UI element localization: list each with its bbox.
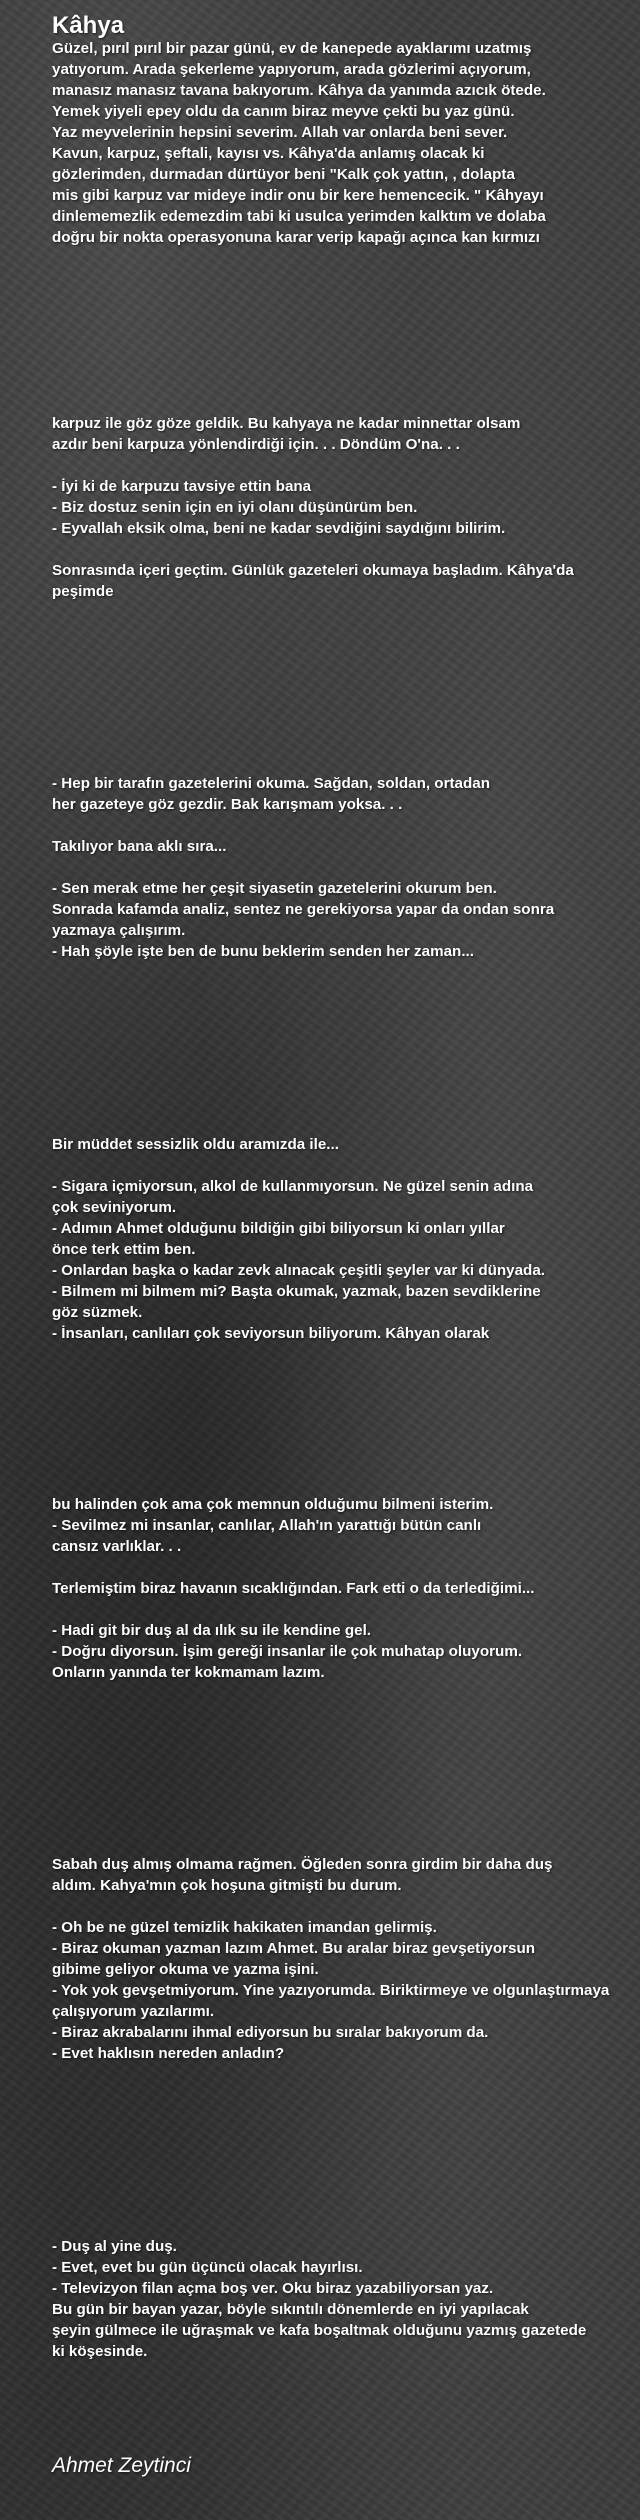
text-line: gibime geliyor okuma ve yazma işini. [52,1961,319,1978]
stanza-4 [52,1134,640,1344]
stanza-5 [52,1494,640,1683]
text-line: azdır beni karpuza yönlendirdiği için. . . Döndüm O'na. . . [52,436,460,453]
text-line: - İyi ki de karpuzu tavsiye ettin bana [52,478,312,495]
text-line [52,1155,640,1176]
text-line: - Sevilmez mi insanlar, canlılar, Allah'ın yarattığı bütün canlı [52,1517,482,1534]
text-line: bu halinden çok ama çok memnun olduğumu bilmeni isterim. [52,1496,494,1513]
text-line: gözlerimden, durmadan dürtüyor beni "Kalk çok yattın, , dolapta [52,166,515,183]
text-line [52,1557,640,1578]
text-line: - Televizyon filan açma boş ver. Oku biraz yazabiliyorsan yaz. [52,2280,494,2297]
author-name: Ahmet Zeytinci [52,2454,191,2477]
text-line: göz süzmek. [52,1304,143,1321]
text-line: Yemek yiyeli epey oldu da canım biraz meyve çekti bu yaz günü. [52,103,515,120]
text-line: dinlememezlik edemezdim tabi ki usulca yerimden kalktım ve dolaba [52,208,546,225]
text-line: Bu gün bir bayan yazar, böyle sıkıntılı dönemlerde en iyi yapılacak [52,2301,529,2318]
text-line: cansız varlıklar. . . [52,1538,182,1555]
text-line: şeyin gülmece ile uğraşmak ve kafa boşaltmak olduğunu yazmış gazetede [52,2322,587,2339]
text-line: Yaz meyvelerinin hepsini severim. Allah var onlarda beni sever. [52,124,508,141]
text-line: doğru bir nokta operasyonuna karar verip kapağı açınca kan kırmızı [52,229,540,246]
stanza-1 [52,38,640,248]
text-line: mis gibi karpuz var mideye indir onu bir kere hemencecik. " Kâhyayı [52,187,544,204]
text-line: - Hadi git bir duş al da ılık su ile kendine gel. [52,1622,372,1639]
text-line: - Yok yok gevşetmiyorum. Yine yazıyorumda. Biriktirmeye ve olgunlaştırmaya [52,1982,610,1999]
text-line: Takılıyor bana aklı sıra... [52,838,227,855]
text-line: - Doğru diyorsun. İşim gereği insanlar ile çok muhatap oluyorum. [52,1643,523,1660]
text-line: - Hep bir tarafın gazetelerini okuma. Sağdan, soldan, ortadan [52,775,490,792]
stanza-6 [52,1854,640,2064]
text-line [52,455,640,476]
text-line: - Eyvallah eksik olma, beni ne kadar sevdiğini saydığını bilirim. [52,520,506,537]
stanza-3 [52,773,640,962]
text-line: Sabah duş almış olmama rağmen. Öğleden sonra girdim bir daha duş [52,1856,553,1873]
text-line: yazmaya çalışırım. [52,922,186,939]
text-line: Onların yanında ter kokmamam lazım. [52,1664,325,1681]
text-line: Güzel, pırıl pırıl bir pazar günü, ev de kanepede ayaklarımı uzatmış [52,40,532,57]
text-line: - Biraz akrabalarını ihmal ediyorsun bu sıralar bakıyorum da. [52,2024,489,2041]
text-line: ki köşesinde. [52,2343,148,2360]
text-line: - Adımın Ahmet olduğunu bildiğin gibi biliyorsun ki onları yıllar [52,1220,505,1237]
text-line: - Oh be ne güzel temizlik hakikaten imandan gelirmiş. [52,1919,437,1936]
text-line: çok seviniyorum. [52,1199,177,1216]
text-line: her gazeteye göz gezdir. Bak karışmam yoksa. . . [52,796,403,813]
text-line: yatıyorum. Arada şekerleme yapıyorum, arada gözlerimi açıyorum, [52,61,531,78]
text-line: - Onlardan başka o kadar zevk alınacak çeşitli şeyler var ki dünyada. [52,1262,546,1279]
text-line: - Evet haklısın nereden anladın? [52,2045,285,2062]
text-line [52,857,640,878]
text-line [52,815,640,836]
text-line: aldım. Kahya'mın çok hoşuna gitmişti bu durum. [52,1877,402,1894]
text-line [52,539,640,560]
text-line: peşimde [52,583,114,600]
text-line: karpuz ile göz göze geldik. Bu kahyaya ne kadar minnettar olsam [52,415,521,432]
text-line: önce terk ettim ben. [52,1241,196,1258]
stanza-2 [52,413,640,602]
text-line: - Biraz okuman yazman lazım Ahmet. Bu aralar biraz gevşetiyorsun [52,1940,536,1957]
text-line: - Hah şöyle işte ben de bunu beklerim senden her zaman... [52,943,474,960]
text-line: çalışıyorum yazılarımı. [52,2003,215,2020]
text-line: Sonrasında içeri geçtim. Günlük gazeteleri okumaya başladım. Kâhya'da [52,562,574,579]
text-line: Sonrada kafamda analiz, sentez ne gerekiyorsa yapar da ondan sonra [52,901,555,918]
text-line: Bir müddet sessizlik oldu aramızda ile... [52,1136,339,1153]
text-line: - İnsanları, canlıları çok seviyorsun biliyorum. Kâhyan olarak [52,1325,490,1342]
text-line: - Sigara içmiyorsun, alkol de kullanmıyorsun. Ne güzel senin adına [52,1178,534,1195]
text-line: manasız manasız tavana bakıyorum. Kâhya da yanımda azıcık ötede. [52,82,546,99]
stanza-7 [52,2236,640,2362]
text-line: - Sen merak etme her çeşit siyasetin gazetelerini okurum ben. [52,880,497,897]
text-line [52,1599,640,1620]
text-line: - Evet, evet bu gün üçüncü olacak hayırlısı. [52,2259,363,2276]
text-line: Kavun, karpuz, şeftali, kayısı vs. Kâhya'da anlamış olacak ki [52,145,485,162]
text-line: - Bilmem mi bilmem mi? Başta okumak, yazmak, bazen sevdiklerine [52,1283,541,1300]
text-line: - Biz dostuz senin için en iyi olanı düşünürüm ben. [52,499,418,516]
text-line: Terlemiştim biraz havanın sıcaklığından. Fark etti o da terlediğimi... [52,1580,535,1597]
poem-title: Kâhya [52,12,125,39]
text-line [52,1896,640,1917]
text-line: - Duş al yine duş. [52,2238,177,2255]
